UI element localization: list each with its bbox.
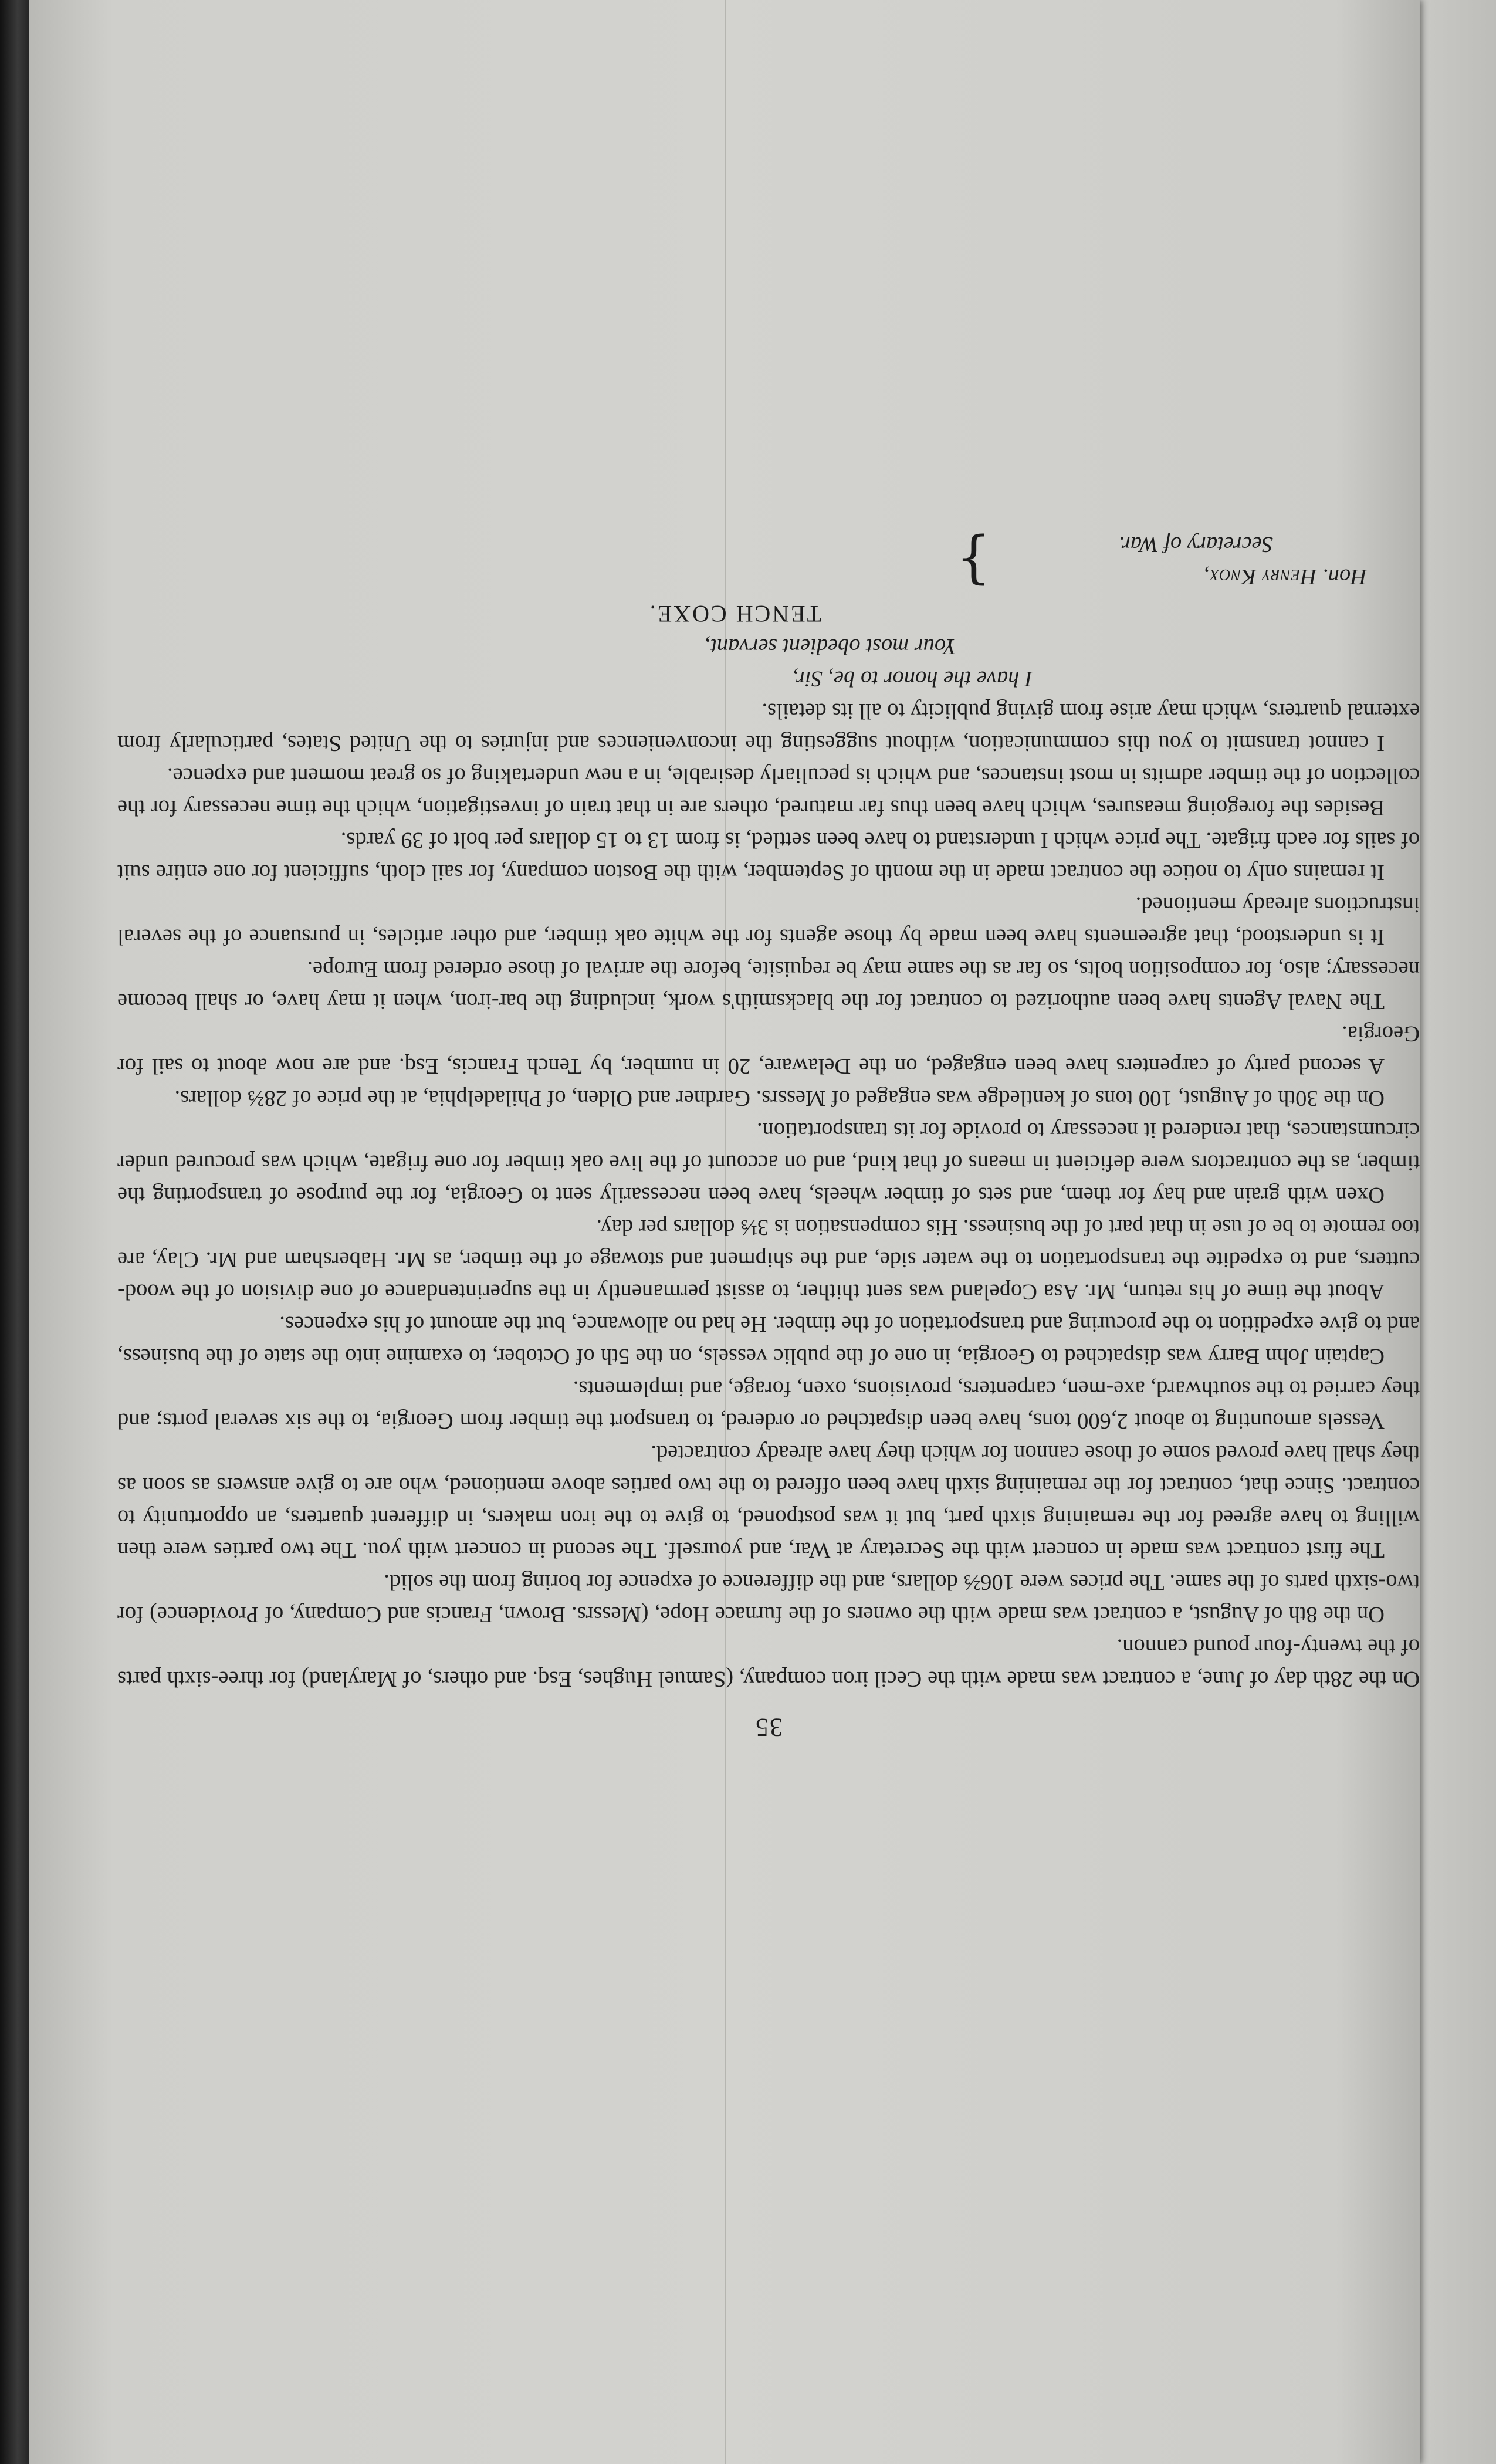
paragraph: On the 8th of August, a contract was made with the owners of the furnace Hope, (Messrs. Brown, Francis and Company, of Providence) for two-sixth parts of the same. The prices were 106⅔ dollars, and the difference of expence for boring from the solid.	[117, 1570, 1420, 1627]
addressee-block	[117, 522, 1420, 593]
document-page	[29, 0, 1420, 2464]
paragraph: It remains only to notice the contract made in the month of September, with the Boston company, for sail cloth, sufficient for one entire suit of sails for each frigate. The price which I understand to have been settled, is from 13 to 15 dollars per bolt of 39 yards.	[117, 828, 1420, 885]
paragraph: It is understood, that agreements have been made by those agents for the white oak timber, and other articles, in pursuance of the several instructions already mentioned.	[117, 892, 1420, 949]
paragraph: A second party of carpenters have been engaged, on the Delaware, 20 in number, by Tench Francis, Esq. and are now about to sail for Georgia.	[117, 1021, 1420, 1078]
addressee-name: Henry Knox,	[1204, 564, 1317, 589]
closing-line: I have the honor to be, Sir,	[793, 666, 1033, 691]
addressee-title: Secretary of War.	[1118, 532, 1273, 557]
printed-text-block	[117, 375, 1420, 1742]
paragraph: Oxen with grain and hay for them, and sets of timber wheels, have been necessarily sent to Georgia, for the purpose of transporting the timber, as the contractors were deficient in means of that kind, and on account of the live oak timber for one frigate, which was procured under circumstances, that rendered it necessary to provide for its transportation.	[117, 1118, 1420, 1207]
paragraph: I cannot transmit to you this communication, without suggesting the inconveniences and injuries to the United States, particularly from external quarters, which may arise from giving publicity to all its details.	[117, 699, 1420, 756]
curly-brace: }	[955, 529, 991, 595]
closing-line: Your most obedient servant,	[705, 634, 956, 659]
addressee	[1119, 528, 1367, 593]
paragraph: The Naval Agents have been authorized to contract for the blacksmith's work, including the bar-iron, when it may have, or shall become necessary; also, for composition bolts, so far as the same may be requisite, before the arrival of those ordered from Europe.	[117, 957, 1420, 1014]
paragraph: Besides the foregoing measures, which have been thus far matured, others are in that train of investigation, which the time necessary for the collection of the timber admits in most instances, and which is peculiarly desirable, in a new undertaking of so great moment and expence.	[117, 763, 1420, 820]
body-text	[117, 695, 1420, 1695]
addressee-prefix: Hon.	[1322, 564, 1367, 589]
paragraph: Vessels amounting to about 2,600 tons, have been dispatched or ordered, to transport the timber from Georgia, to the six several ports; and they carried to the southward, axe-men, carpenters, provisions, oxen, forage, and implements.	[117, 1376, 1420, 1433]
adjacent-page-edge	[1408, 0, 1496, 2464]
closing	[117, 630, 1033, 695]
paragraph: Captain John Barry was dispatched to Georgia, in one of the public vessels, on the 5th of October, to examine into the state of the business, and to give expedition to the procuring and transportation of the timber. He had no allowance, but the amount of his expences.	[117, 1312, 1420, 1369]
page-number: 35	[754, 1713, 783, 1742]
paragraph: About the time of his return, Mr. Asa Copeland was sent thither, to assist permanently in the superintendance of one division of the wood-cutters, and to expedite the transportation to the water side, and the shipment and stowage of the timber, as Mr. Habersham and Mr. Clay, are too remote to be of use in that part of the business. His compensation is 3⅓ dollars per day.	[117, 1215, 1420, 1304]
paragraph: The first contract was made in concert with the Secretary at War, and yourself. The second in concert with you. The two parties were then willing to have agreed for the remaining sixth part, but it was postponed, to give to the iron makers, in different quarters, an opportunity to contract. Since that, contract for the remaining sixth have been offered to the two parties above mentioned, who are to give answers as soon as they shall have proved some of those cannon for which they have already contracted.	[117, 1441, 1420, 1562]
signature: TENCH COXE.	[648, 601, 821, 627]
paragraph: On the 28th day of June, a contract was made with the Cecil iron company, (Samuel Hughes, Esq. and others, of Maryland) for three-sixth parts of the twenty-four pound cannon.	[117, 1634, 1420, 1691]
paragraph: On the 30th of August, 100 tons of kentledge was engaged of Messrs. Gardner and Olden, of Philadelphia, at the price of 28⅔ dollars.	[174, 1086, 1385, 1111]
